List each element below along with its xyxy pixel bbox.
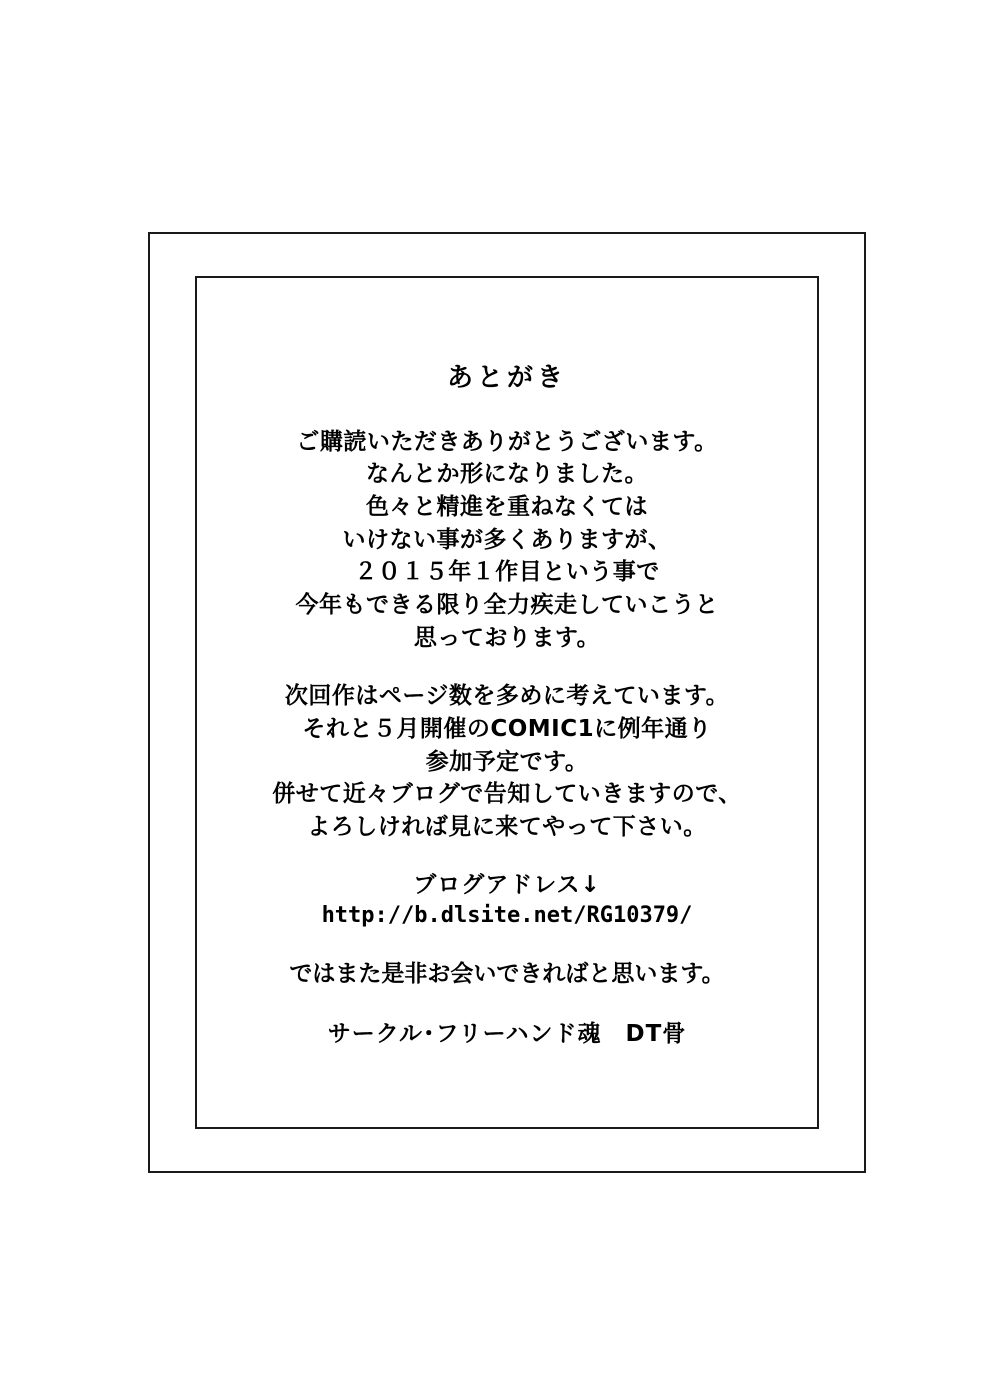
- paragraph-2-line: それと５月開催のCOMIC1に例年通り: [302, 716, 712, 743]
- afterword-title: あとがき: [446, 363, 567, 393]
- paragraph-2-line: よろしければ見に来てやって下さい。: [307, 814, 707, 841]
- blog-address-link[interactable]: http://b.dlsite.net/RG10379/: [321, 902, 693, 928]
- paragraph-2-line: 参加予定です。: [425, 748, 589, 775]
- closing-message: ではまた是非お会いできればと思います。: [289, 960, 725, 987]
- inner-border-frame: [195, 276, 819, 1129]
- paragraph-1-line: いけない事が多くありますが、: [342, 526, 672, 553]
- afterword-content: [197, 362, 817, 1050]
- blog-address-label: ブログアドレス↓: [413, 871, 601, 898]
- paragraph-1-line: 思っております。: [413, 624, 601, 651]
- paragraph-1-line: ご購読いただきありがとうございます。: [296, 428, 718, 455]
- blog-address-block: [211, 870, 803, 932]
- paragraph-2-line: 次回作はページ数を多めに考えています。: [284, 683, 730, 710]
- paragraph-2-line: 併せて近々ブログで告知していきますので、: [272, 781, 742, 808]
- paragraph-1-line: 今年もできる限り全力疾走していこうと: [295, 592, 719, 619]
- outer-border-frame: [148, 232, 866, 1173]
- afterword-paragraph-2: [211, 680, 803, 843]
- afterword-paragraph-1: [211, 426, 803, 655]
- circle-signature: サークル･フリーハンド魂 DT骨: [327, 1020, 687, 1047]
- paragraph-1-line: 色々と精進を重ねなくては: [366, 494, 648, 521]
- paragraph-1-line: なんとか形になりました。: [366, 461, 648, 488]
- paragraph-1-line: ２０１５年１作目という事で: [354, 559, 660, 586]
